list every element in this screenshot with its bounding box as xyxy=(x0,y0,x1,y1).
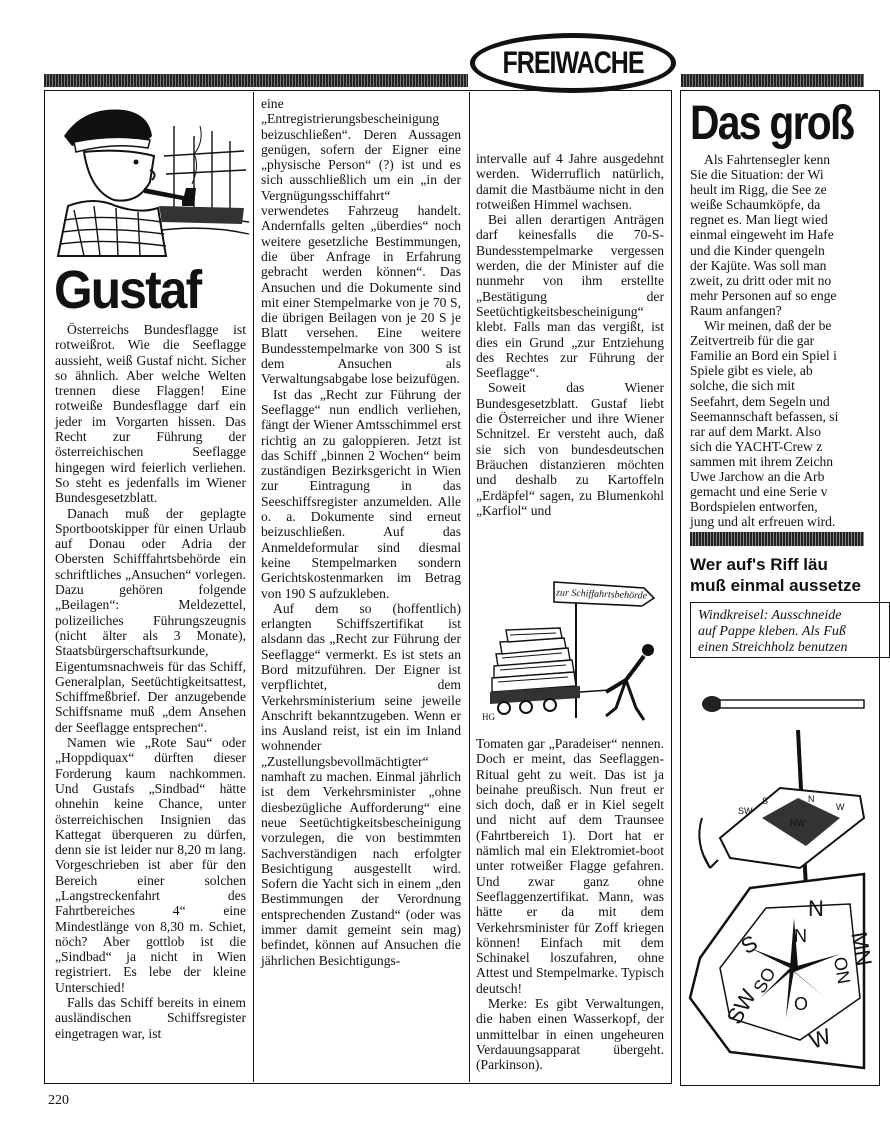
body-line: sich die YACHT-Crew z xyxy=(690,438,823,454)
body-line: und die Kinder quengeln xyxy=(690,242,825,258)
caption-line: einen Streichholz benutzen xyxy=(698,640,848,655)
compass-letter: ON xyxy=(829,955,855,986)
body-line: sammen mit ihrem Zeichn xyxy=(690,453,834,469)
spinner-letter: W xyxy=(836,802,845,812)
compass-letter: SW xyxy=(721,985,761,1029)
compass-letters xyxy=(690,874,877,1074)
paragraph: Merke: Es gibt Verwaltungen, die haben einen Wasserkopf, der unmittelbar in einen ungeheuren Verdauungsapparat übergeht. (Parkinson). xyxy=(476,996,664,1073)
caption-line: auf Pappe kleben. Als Fuß xyxy=(698,624,846,639)
freiwache-label: FREIWACHE xyxy=(502,44,644,80)
body-line: Bordspielen entworfen, xyxy=(690,499,818,515)
compass-letter: MN xyxy=(846,929,877,968)
gustaf-column-2 xyxy=(261,96,461,968)
compass-letter: W xyxy=(806,1023,835,1054)
body-line: Sie die Situation: der Wi xyxy=(690,167,824,183)
body-line: Familie an Bord ein Spiel i xyxy=(690,348,837,364)
body-line: gemacht und eine Serie v xyxy=(690,484,828,500)
paragraph: Namen wie „Rote Sau“ oder „Hoppdiquax“ dürften dieser Forderung kaum nachkommen. Und Gustafs „Sindbad“ hätte ohnehin keine Chance, unter österreichischen Insignien das Kattegat überqueren zu dürfen, denn sie ist leider nur 8,20 m lang. Vorgeschrieben ist aber für den Bereich einer solchen „Langstreckenfahrt des Fahrtbereiches 4“ eine Mindestlänge von 8,30 m. Schiet, nöch? Aber gottlob ist die „Sindbad“ ja nicht in Wien registriert. Es lebe der kleine Unterschied! xyxy=(55,735,246,995)
body-line: mehr Personen auf so enge xyxy=(690,287,837,303)
paragraph: Falls das Schiff bereits in einem ausländischen Schiffsregister eingetragen war, ist xyxy=(55,995,246,1041)
compass-letter: SO xyxy=(749,963,780,997)
paragraph: Auf dem so (hoffentlich) erlangten Schiffszertifikat ist alsdann das „Recht zur Führung der Seeflagge“ vermerkt. Es ist stets an Bord mitzuführen. Der Eigner ist verpflichtet, dem Verkehrsministerium seine jeweile Anschrift bekanntzugeben. Wenn er ins Ausland reist, ist ein im Inland wohnender „Zustellungsbevollmächtigter“ namhaft zu machen. Einmal jährlich ist dem Verkehrsminister „ohne diesbezügliche Aufforderung“ eine neue Seetüchtigkeitsbescheinigung vorzulegen, die von bestimmten Sachverständigen nach erfolgter Besichtigung ausgestellt wird. Sofern die Yacht sich in einem „den Bestimmungen der Verordnung entsprechenden Zustand“ (oder was immer damit gemeint sein mag) befindet, können auf Ansuchen die jährlichen Besichtigungs- xyxy=(261,600,461,968)
freiwache-badge xyxy=(470,33,676,93)
body-line: Seefahrt, dem Segeln und xyxy=(690,393,830,409)
gustaf-column-3-bottom xyxy=(476,736,664,1073)
compass-letter: N xyxy=(794,926,807,946)
column-rule-1 xyxy=(253,92,254,1082)
gustaf-column-1 xyxy=(55,322,246,1041)
right-article-body xyxy=(690,152,864,529)
spinner-letter: N xyxy=(808,794,815,804)
paragraph: Ist das „Recht zur Führung der Seeflagge“ nun endlich verliehen, fängt der Wiener Amtsschimmel erst richtig an zu galoppieren. Jetzt ist das Schiff „binnen 2 Wochen“ beim zuständigen Bezirksgericht in Wien zur Eintragung in das Seeschiffsregister anzumelden. Alle o. a. Dokumente sind erneut beizuschließen. Auf das Anmeldeformular sind diesmal keine Stempelmarken sondern Gerichtskostenmarken im Betrag von 190 S aufzukleben. xyxy=(261,386,461,601)
sailor-illustration xyxy=(54,96,250,256)
riff-heading xyxy=(690,554,861,596)
spinner-letter: S xyxy=(762,796,769,806)
body-line: weiße Schaumköpfe, da xyxy=(690,197,821,213)
paragraph: Danach muß der geplagte Sportbootskipper für einen Urlaub auf Donau oder Adria der Obersten Schifffahrtsbehörde ein schriftliches „Ansuchen“ vorlegen. Dazu gehören folgende „Beilagen“: Meldezettel, polizeiliches Führungszeugnis (nicht älter als 3 Monate), Staatsbürgerschaftsurkunde, Eigentumsnachweis für das Schiff, Generalplan, Seetüchtigkeitsattest, Schiffmeßbrief. Der anzugebende Schiffsname muß „dem Ansehen der Seeflagge entsprechen“. xyxy=(55,505,246,735)
body-line: einmal eingeweht im Hafe xyxy=(690,227,834,243)
paragraph: Bei allen derartigen Anträgen darf keinesfalls die 70-S-Bundesstempelmarke vergessen werden, die der Minister auf die nunmehr von ihm erstellte „Bestätigung der Seetüchtigkeitsbescheinigung“ klebt. Falls man das vergißt, ist dies ein Grund „zur Entziehung des Rechtes zur Führung der Seeflagge“. xyxy=(476,212,664,381)
riff-header-bar xyxy=(690,532,864,546)
column-rule-2 xyxy=(469,92,470,1082)
svg-text:HG: HG xyxy=(482,712,495,722)
body-line: Zeitvertreib für die gar xyxy=(690,333,815,349)
body-line: Seemannschaft befassen, si xyxy=(690,408,839,424)
body-line: der Kajüte. Was soll man xyxy=(690,257,827,273)
body-line: Wir meinen, daß der be xyxy=(704,318,832,334)
body-line: zweit, zu dritt oder mit no xyxy=(690,272,832,288)
sign-label: zur Schiffahrtsbehörde xyxy=(555,587,648,602)
paragraph: Österreichs Bundesflagge ist rotweißrot. Wie die Seeflagge aussieht, weiß Gustaf nicht. Sicher so ähnlich. Aber welche Welten trennen diese Flaggen! Eine rotweiße Bundesflagge darf ein jeder im Vorgarten hissen. Das Recht zur Führung der österreichischen Seeflagge hingegen wird feierlich verliehen. So steht es jedenfalls im Wiener Bundesgesetzblatt. xyxy=(55,322,246,506)
body-line: regnet es. Man liegt wied xyxy=(690,212,828,228)
header-bar-left xyxy=(44,74,468,87)
spinner-letter: SW xyxy=(738,806,753,816)
riff-heading-line-2: muß einmal aussetze xyxy=(690,576,862,595)
paragraph: eine „Entregistrierungsbescheinigung beizuschließen“. Deren Aussagen genügen, sofern der Eigner eine „physische Person“ (?) ist und es sich ausschließlich um ein „in der Vergnügungsschiffahrt“ verwendetes Fahrzeug handelt. Andernfalls gelten „überdies“ noch weitere gesetzliche Bestimmungen, die über Anfrage in Erfahrung gebracht werden können“. Das Ansuchen und die Dokumente sind mit einer Stempelmarke von je 70 S, die übrigen Beilagen von je 20 S je Blatt versehen. Eine weitere Bundesstempelmarke von 300 S ist dem Ansuchen als Verwaltungsabgabe lose beizufügen. xyxy=(261,96,461,387)
spinner-letter: NW xyxy=(790,818,805,828)
body-line: Uwe Jarchow an die Arb xyxy=(690,468,825,484)
body-line: heult im Rigg, die See ze xyxy=(690,182,827,198)
body-line: rar auf dem Markt. Also xyxy=(690,423,821,439)
gustaf-title: Gustaf xyxy=(54,260,201,320)
caption-line: Windkreisel: Ausschneide xyxy=(698,608,842,623)
page-number: 220 xyxy=(48,1093,69,1108)
body-line: jung und alt erfreuen wird. xyxy=(690,514,836,530)
caption-text xyxy=(698,608,864,656)
paragraph: intervalle auf 4 Jahre ausgedehnt werden. Widerruflich natürlich, damit die Mastbäume nicht in den rotweißen Himmel wachsen. xyxy=(476,151,664,212)
paragraph: Tomaten gar „Paradeiser“ nennen. Doch er meint, das Seeflaggen-Ritual geht zu weit. Das ist ja beinahe preußisch. Nun freut er sich doch, daß er in Kiel segelt und nicht auf dem Traunsee (Fahrtbereich 1). Dort hat er nämlich mal ein Elektromiet-boot unter rotweißer Flagge gefahren. Und zwar ganz ohne Seeflaggenzertifikat. Mann, was hätte er da mit dem Verkehrsminister für Zoff kriegen können! Einfach mit dem Schinakel loszufahren, ohne Attest und Stempelmarke. Typisch deutsch! xyxy=(476,736,664,996)
body-line: solche, die sich mit xyxy=(690,378,795,394)
compass-letter: N xyxy=(808,896,824,921)
paragraph: Soweit das Wiener Bundesgesetzblatt. Gustaf liebt die Österreicher und ihre Wiener Schnitzel. Er versteht auch, daß sie sich von bundesdeutschen Bräuchen distanzieren möchten und deshalb zu Kartoffeln „Erdäpfel“ sagen, zu Blumenkohl „Karfiol“ und xyxy=(476,380,664,518)
header-bar-right xyxy=(681,74,864,87)
gustaf-column-3-top xyxy=(476,151,664,518)
body-line: Als Fahrtensegler kenn xyxy=(704,152,831,167)
body-line: Spiele gibt es viele, ab xyxy=(690,363,813,379)
body-line: Raum anfangen? xyxy=(690,302,782,318)
compass-letter: O xyxy=(794,994,809,1014)
spinner-letters xyxy=(690,780,864,840)
riff-heading-line-1: Wer auf's Riff läu xyxy=(690,555,828,574)
compass-letter: S xyxy=(736,930,762,960)
right-article-title: Das groß xyxy=(690,97,854,150)
